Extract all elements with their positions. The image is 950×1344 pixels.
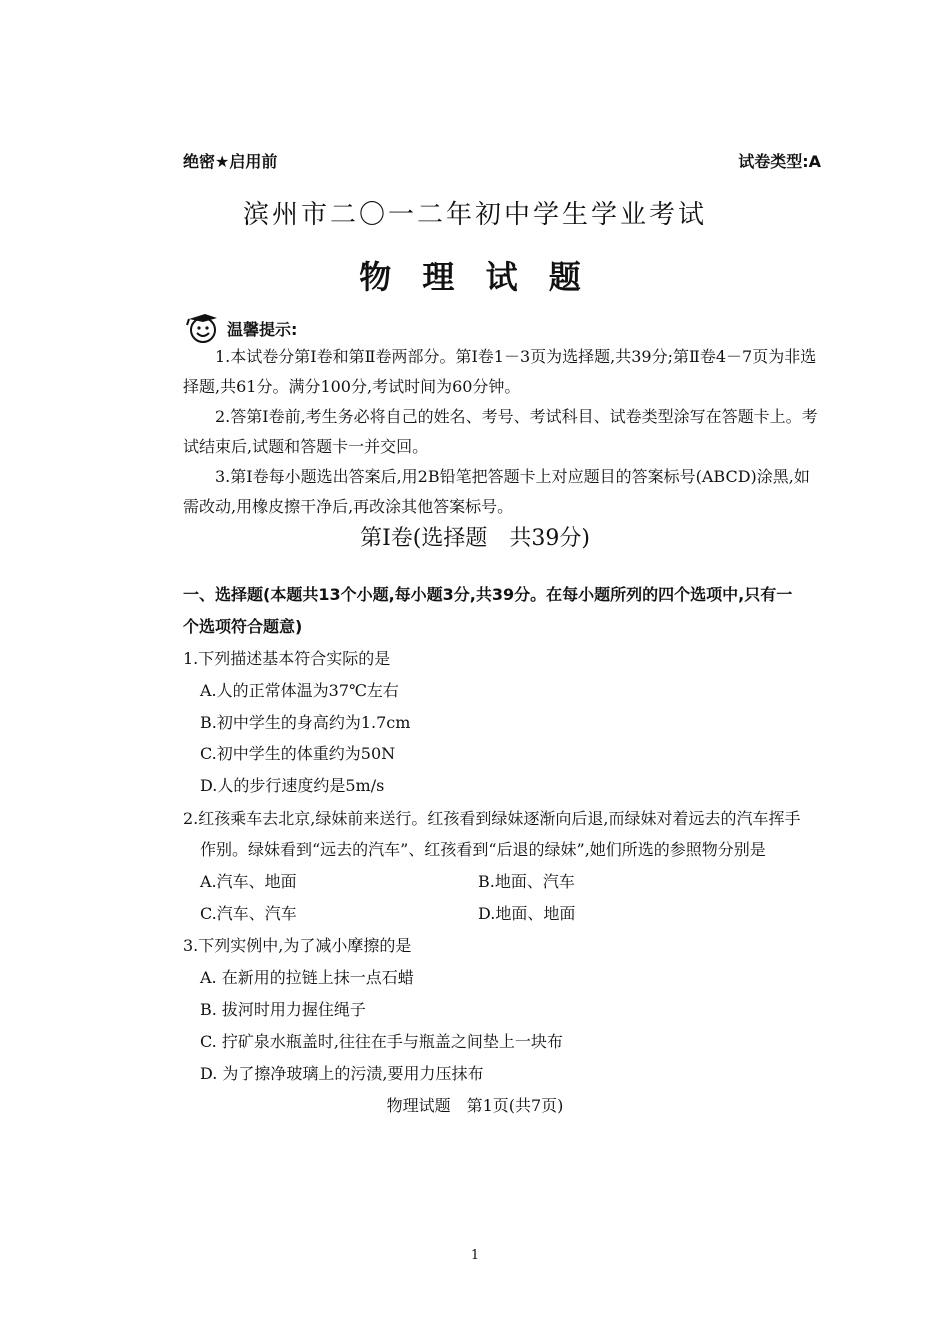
page-number: 1 bbox=[470, 1248, 480, 1263]
question-stem-continued: 作别。绿妹看到“远去的汽车”、红孩看到“后退的绿妹”,她们所选的参照物分别是 bbox=[200, 840, 766, 859]
tip-item: 1.本试卷分第Ⅰ卷和第Ⅱ卷两部分。第Ⅰ卷1－3页为选择题,共39分;第Ⅱ卷4－7页为非选择题,共61分。满分100分,考试时间为60分钟。 bbox=[183, 347, 817, 396]
paper-type-label: 试卷类型:A bbox=[738, 152, 821, 171]
tips-label: 温馨提示: bbox=[227, 319, 298, 339]
section-title: 第Ⅰ卷(选择题 共39分) bbox=[360, 526, 590, 551]
subject-title: 物 理 试 题 bbox=[359, 258, 591, 296]
tip-item: 3.第Ⅰ卷每小题选出答案后,用2B铅笔把答题卡上对应题目的答案标号(ABCD)涂黑,如需改动,用橡皮擦干净后,再改涂其他答案标号。 bbox=[183, 467, 810, 516]
exam-title: 滨州市二〇一二年初中学生学业考试 bbox=[242, 200, 707, 230]
option: C.初中学生的体重约为50N bbox=[200, 744, 396, 763]
smiley-graduate-icon bbox=[183, 311, 223, 345]
page-footer: 物理试题 第1页(共7页) bbox=[386, 1096, 564, 1115]
option: D.人的步行速度约是5m/s bbox=[200, 776, 385, 795]
question-stem: 3.下列实例中,为了减小摩擦的是 bbox=[183, 936, 412, 955]
option: D. 为了擦净玻璃上的污渍,要用力压抹布 bbox=[200, 1064, 484, 1083]
question-stem: 1.下列描述基本符合实际的是 bbox=[183, 649, 391, 668]
question-stem: 2.红孩乘车去北京,绿妹前来送行。红孩看到绿妹逐渐向后退,而绿妹对着远去的汽车挥手 bbox=[183, 809, 801, 828]
option: C. 拧矿泉水瓶盖时,往往在手与瓶盖之间垫上一块布 bbox=[200, 1032, 563, 1051]
instruction-line: 一、选择题(本题共13个小题,每小题3分,共39分。在每小题所列的四个选项中,只有一 bbox=[183, 585, 793, 604]
instruction-line: 个选项符合题意) bbox=[183, 617, 303, 636]
confidential-label: 绝密★启用前 bbox=[183, 152, 278, 171]
option: A.人的正常体温为37℃左右 bbox=[200, 681, 399, 700]
option: A. 在新用的拉链上抹一点石蜡 bbox=[200, 968, 414, 987]
tips-header bbox=[183, 311, 297, 345]
option: C.汽车、汽车 bbox=[200, 904, 297, 923]
option: B. 拔河时用力握住绳子 bbox=[200, 1000, 366, 1019]
tip-item: 2.答第Ⅰ卷前,考生务必将自己的姓名、考号、考试科目、试卷类型涂写在答题卡上。考试结束后,试题和答题卡一并交回。 bbox=[183, 407, 818, 456]
option: B.地面、汽车 bbox=[478, 872, 575, 891]
option: D.地面、地面 bbox=[478, 904, 576, 923]
option: B.初中学生的身高约为1.7cm bbox=[200, 713, 411, 732]
option: A.汽车、地面 bbox=[200, 872, 297, 891]
